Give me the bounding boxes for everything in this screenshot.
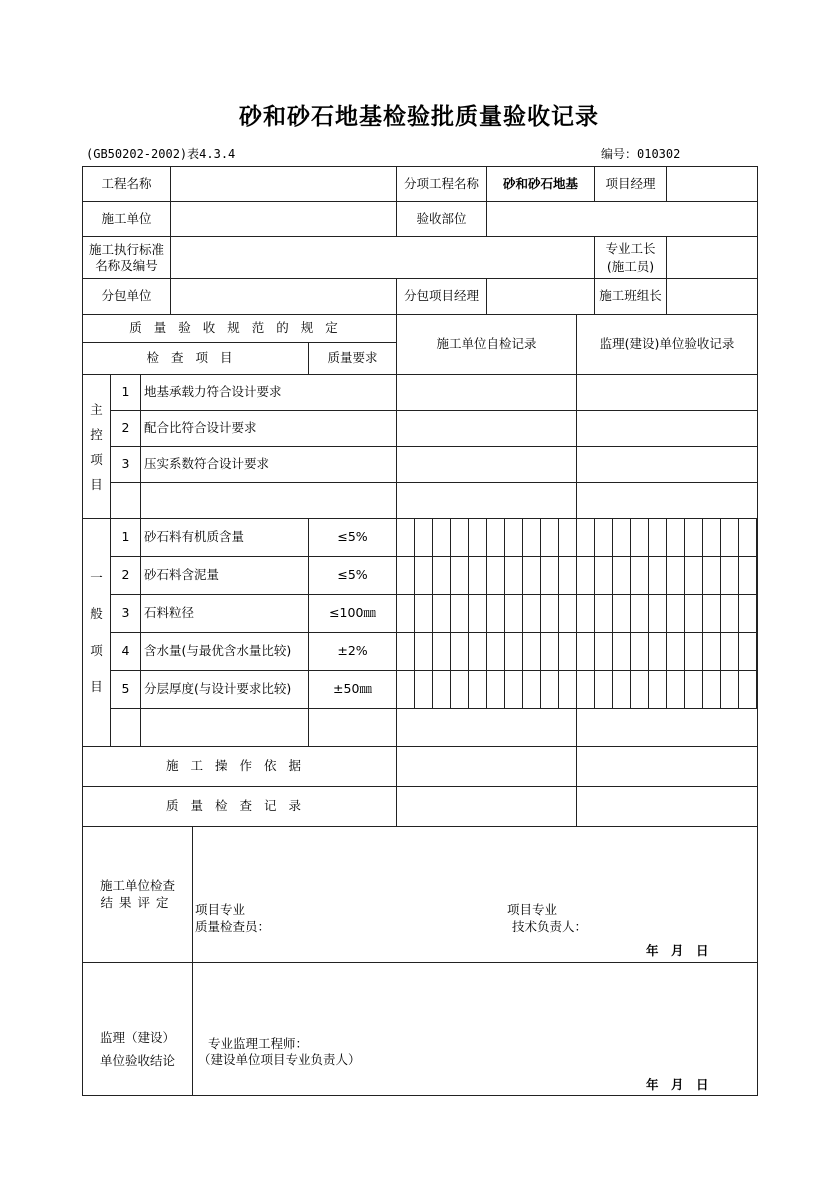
tech-lead-label-1: 项目专业 — [507, 902, 558, 917]
quality-record-label: 质量检查记录 — [82, 786, 397, 827]
contractor-eval-label — [82, 826, 193, 963]
item-text: 含水量(与最优含水量比较) — [140, 632, 309, 671]
item-text: 石料粒径 — [140, 594, 309, 633]
subcontractor-label: 分包单位 — [82, 278, 171, 315]
project-name-field[interactable] — [170, 166, 397, 202]
item-number: 1 — [110, 374, 141, 411]
basis-supervision-cell[interactable] — [576, 746, 758, 787]
item-number: 3 — [110, 594, 141, 633]
supervision-label-line2: 单位验收结论 — [99, 1053, 175, 1068]
item-text: 分层厚度(与设计要求比较) — [140, 670, 309, 709]
sub-item-name-label: 分项工程名称 — [396, 166, 487, 202]
project-manager-field[interactable] — [666, 166, 758, 202]
eval-label-line2: 结果评定 — [100, 894, 175, 910]
item-number: 3 — [110, 446, 141, 483]
standard-label — [82, 236, 171, 279]
supervision-grid[interactable] — [576, 594, 758, 633]
item-number: 1 — [110, 518, 141, 557]
page-title: 砂和砂石地基检验批质量验收记录 — [239, 104, 599, 130]
subcontractor-field[interactable] — [170, 278, 397, 315]
item-number: 2 — [110, 410, 141, 447]
group-char: 项 — [90, 642, 103, 658]
supervision-cell[interactable] — [576, 446, 758, 483]
item-text: 砂石料含泥量 — [140, 556, 309, 595]
acceptance-part-label: 验收部位 — [396, 201, 487, 237]
group-char: 一 — [90, 570, 103, 585]
quality-req: ≤5% — [308, 556, 397, 595]
self-check-cell[interactable] — [396, 410, 577, 447]
item-number-blank — [110, 708, 141, 747]
supervision-grid[interactable] — [576, 556, 758, 595]
contractor-field[interactable] — [170, 201, 397, 237]
item-number: 4 — [110, 632, 141, 671]
check-item-header: 检查项目 — [82, 342, 309, 375]
self-check-grid[interactable] — [396, 518, 577, 557]
supervision-grid[interactable] — [576, 670, 758, 709]
main-control-group-label — [82, 374, 111, 519]
self-check-cell[interactable] — [396, 374, 577, 411]
item-text: 压实系数符合设计要求 — [140, 446, 397, 483]
self-check-grid[interactable] — [396, 556, 577, 595]
quality-req: ±2% — [308, 632, 397, 671]
project-name-label: 工程名称 — [82, 166, 171, 202]
self-check-grid[interactable] — [396, 632, 577, 671]
group-char: 项 — [90, 451, 103, 467]
contractor-label: 施工单位 — [82, 201, 171, 237]
standard-field[interactable] — [170, 236, 595, 279]
self-check-cell[interactable] — [396, 446, 577, 483]
inspector-label-2: 质量检查员： — [195, 919, 271, 934]
acceptance-part-field[interactable] — [486, 201, 758, 237]
general-group-label — [82, 518, 111, 747]
item-text-blank[interactable] — [140, 708, 309, 747]
sub-item-name-value: 砂和砂石地基 — [486, 166, 595, 202]
supervision-cell[interactable] — [576, 410, 758, 447]
item-number-blank — [110, 482, 141, 519]
tech-lead-label-2: 技术负责人： — [512, 919, 588, 934]
supervision-eval-label — [82, 962, 193, 1096]
supervision-cell[interactable] — [576, 482, 758, 519]
quality-req: ±50㎜ — [308, 670, 397, 709]
item-text-blank[interactable] — [140, 482, 397, 519]
team-leader-field[interactable] — [666, 278, 758, 315]
foreman-label-line1: 专业工长 — [605, 241, 656, 256]
spec-header: 质量验收规范的规定 — [82, 314, 397, 343]
group-char: 目 — [90, 678, 103, 694]
standard-ref: (GB50202-2002)表4.3.4 — [86, 147, 236, 161]
foreman-label — [594, 236, 667, 279]
self-check-cell[interactable] — [396, 482, 577, 519]
sub-manager-field[interactable] — [486, 278, 595, 315]
self-check-grid[interactable] — [396, 670, 577, 709]
project-manager-label: 项目经理 — [594, 166, 667, 202]
item-number: 5 — [110, 670, 141, 709]
supervision-grid[interactable] — [576, 518, 758, 557]
item-text: 砂石料有机质含量 — [140, 518, 309, 557]
supervision-cell[interactable] — [576, 374, 758, 411]
group-char: 控 — [90, 426, 103, 442]
foreman-field[interactable] — [666, 236, 758, 279]
item-text: 地基承载力符合设计要求 — [140, 374, 397, 411]
group-char: 般 — [90, 606, 103, 622]
basis-self-cell[interactable] — [396, 746, 577, 787]
supervision-engineer-label: 专业监理工程师： — [208, 1036, 309, 1051]
standard-label-line2: 名称及编号 — [95, 257, 158, 273]
inspector-label-1: 项目专业 — [195, 902, 246, 917]
self-check-cell[interactable] — [396, 708, 577, 747]
foreman-label-line2: (施工员) — [606, 258, 655, 274]
group-char: 目 — [90, 476, 103, 492]
self-check-header: 施工单位自检记录 — [396, 314, 577, 375]
group-char: 主 — [90, 401, 103, 417]
supervision-header: 监理(建设)单位验收记录 — [576, 314, 758, 375]
quality-req: ≤100㎜ — [308, 594, 397, 633]
quality-req-blank[interactable] — [308, 708, 397, 747]
record-supervision-cell[interactable] — [576, 786, 758, 827]
record-self-cell[interactable] — [396, 786, 577, 827]
supervision-cell[interactable] — [576, 708, 758, 747]
owner-rep-label: （建设单位项目专业负责人） — [198, 1052, 361, 1067]
contractor-date: 年 月 日 — [646, 943, 709, 958]
self-check-grid[interactable] — [396, 594, 577, 633]
supervision-grid[interactable] — [576, 632, 758, 671]
sub-manager-label: 分包项目经理 — [396, 278, 487, 315]
supervision-label-line1: 监理（建设） — [99, 1029, 175, 1045]
standard-label-line1: 施工执行标准 — [88, 241, 164, 257]
quality-req: ≤5% — [308, 518, 397, 557]
supervision-date: 年 月 日 — [646, 1077, 709, 1092]
team-leader-label: 施工班组长 — [594, 278, 667, 315]
quality-req-header: 质量要求 — [308, 342, 397, 375]
basis-label: 施工操作依据 — [82, 746, 397, 787]
eval-label-line1: 施工单位检查 — [99, 877, 175, 893]
item-number: 2 — [110, 556, 141, 595]
item-text: 配合比符合设计要求 — [140, 410, 397, 447]
serial-number: 编号：010302 — [601, 147, 681, 161]
